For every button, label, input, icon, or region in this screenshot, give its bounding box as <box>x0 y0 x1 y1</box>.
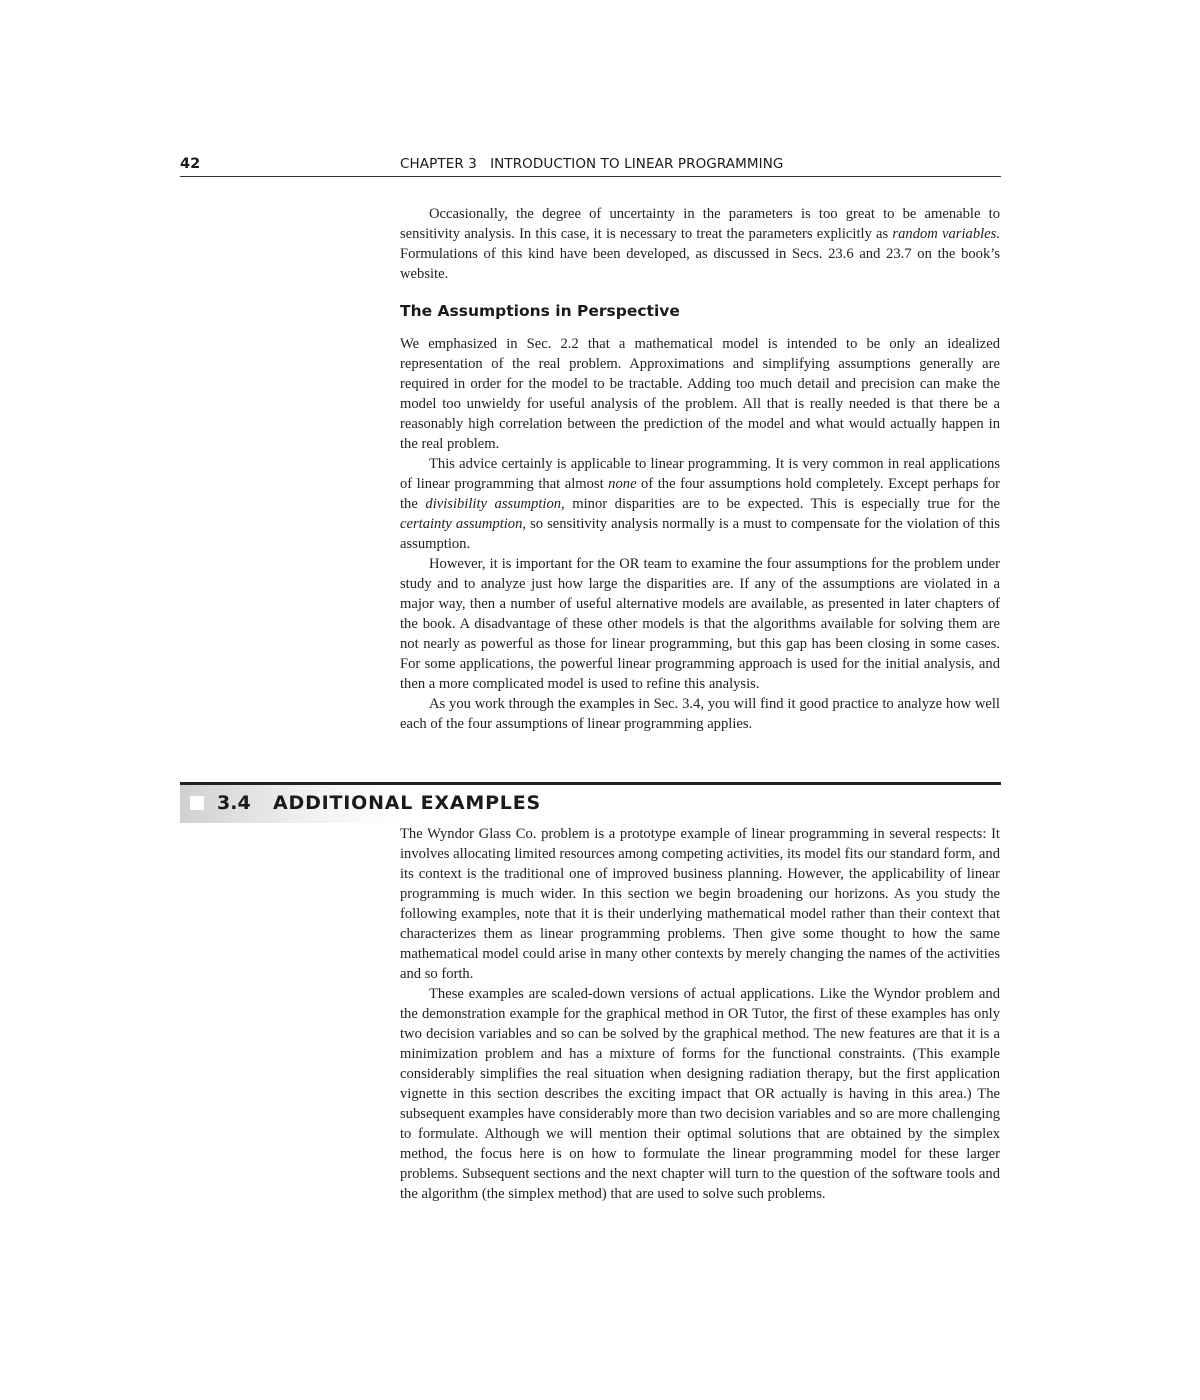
perspective-paragraph-2: This advice certainly is applicable to linear programming. It is very common in real applications of linear programming that almost none of the four assumptions hold completely. Except perhaps for the divisibility assumption, minor disparities are to be expected. This is especially true for the certainty assumption, so sensitivity analysis normally is a must to compensate for the violation of this assumption. <box>400 456 1001 552</box>
examples-paragraph-2: These examples are scaled-down versions of actual applications. Like the Wyndor problem and the demonstration example for the graphical method in OR Tutor, the first of these examples has only two decision variables and so can be solved by the graphical method. The new features are that it is a minimization problem and has a mixture of forms for the functional constraints. (This example considerably simplifies the real situation when designing radiation therapy, but the first application vignette in this section describes the exciting impact that OR actually is having in this area.) The subsequent examples have considerably more than two decision variables and so are more challenging to formulate. Although we will mention their optimal solutions that are obtained by the simplex method, the focus here is on how to formulate the linear programming model for these larger problems. Subsequent sections and the next chapter will turn to the question of the software tools and the algorithm (the simplex method) that are used to solve such problems. <box>400 986 1000 1202</box>
perspective-paragraph-1: We emphasized in Sec. 2.2 that a mathematical model is intended to be only an idealized representation of the real problem. Approximations and simplifying assumptions generally are required in order for the model to be tractable. Adding too much detail and precision can make the model too unwieldy for useful analysis of the problem. All that is really needed is that there be a reasonably high correlation between the prediction of the model and what would actually happen in the real problem. <box>400 336 1000 452</box>
perspective-block <box>400 334 1000 734</box>
section-number: 3.4 <box>217 792 251 814</box>
examples-block <box>400 824 1000 1204</box>
running-head: CHAPTER 3 INTRODUCTION TO LINEAR PROGRAMMING <box>400 156 784 172</box>
running-header <box>180 152 1001 177</box>
page-number: 42 <box>180 156 201 172</box>
examples-paragraph-1: The Wyndor Glass Co. problem is a prototype example of linear programming in several respects: It involves allocating limited resources among competing activities, its model fits our standard form, and its context is the traditional one of improved business planning. However, the applicability of linear programming is much wider. In this section we begin broadening our horizons. As you study the following examples, note that it is their underlying mathematical model rather than their context that characterizes them as linear programming problems. Then give some thought to how the same mathematical model could arise in many other contexts by merely changing the names of the activities and so forth. <box>400 826 1000 982</box>
square-bullet-icon <box>190 796 204 810</box>
intro-block <box>400 204 1000 284</box>
intro-paragraph: Occasionally, the degree of uncertainty in the parameters is too great to be amenable to sensitivity analysis. In this case, it is necessary to treat the parameters explicitly as random variables. Formulations of this kind have been developed, as discussed in Secs. 23.6 and 23.7 on the book’s website. <box>400 206 1000 282</box>
perspective-paragraph-3: However, it is important for the OR team to examine the four assumptions for the problem under study and to analyze just how large the disparities are. If any of the assumptions are violated in a major way, then a number of useful alternative models are available, as presented in later chapters of the book. A disadvantage of these other models is that the algorithms available for solving them are not nearly as powerful as those for linear programming, but this gap has been closing in some cases. For some applications, the powerful linear programming approach is used for the initial analysis, and then a more complicated model is used to refine this analysis. <box>400 556 1000 692</box>
section-title: ADDITIONAL EXAMPLES <box>273 792 541 814</box>
perspective-paragraph-4: As you work through the examples in Sec. 3.4, you will find it good practice to analyze how well each of the four assumptions of linear programming applies. <box>400 696 1000 732</box>
section-banner <box>180 782 1001 823</box>
subsection-heading: The Assumptions in Perspective <box>400 302 680 320</box>
